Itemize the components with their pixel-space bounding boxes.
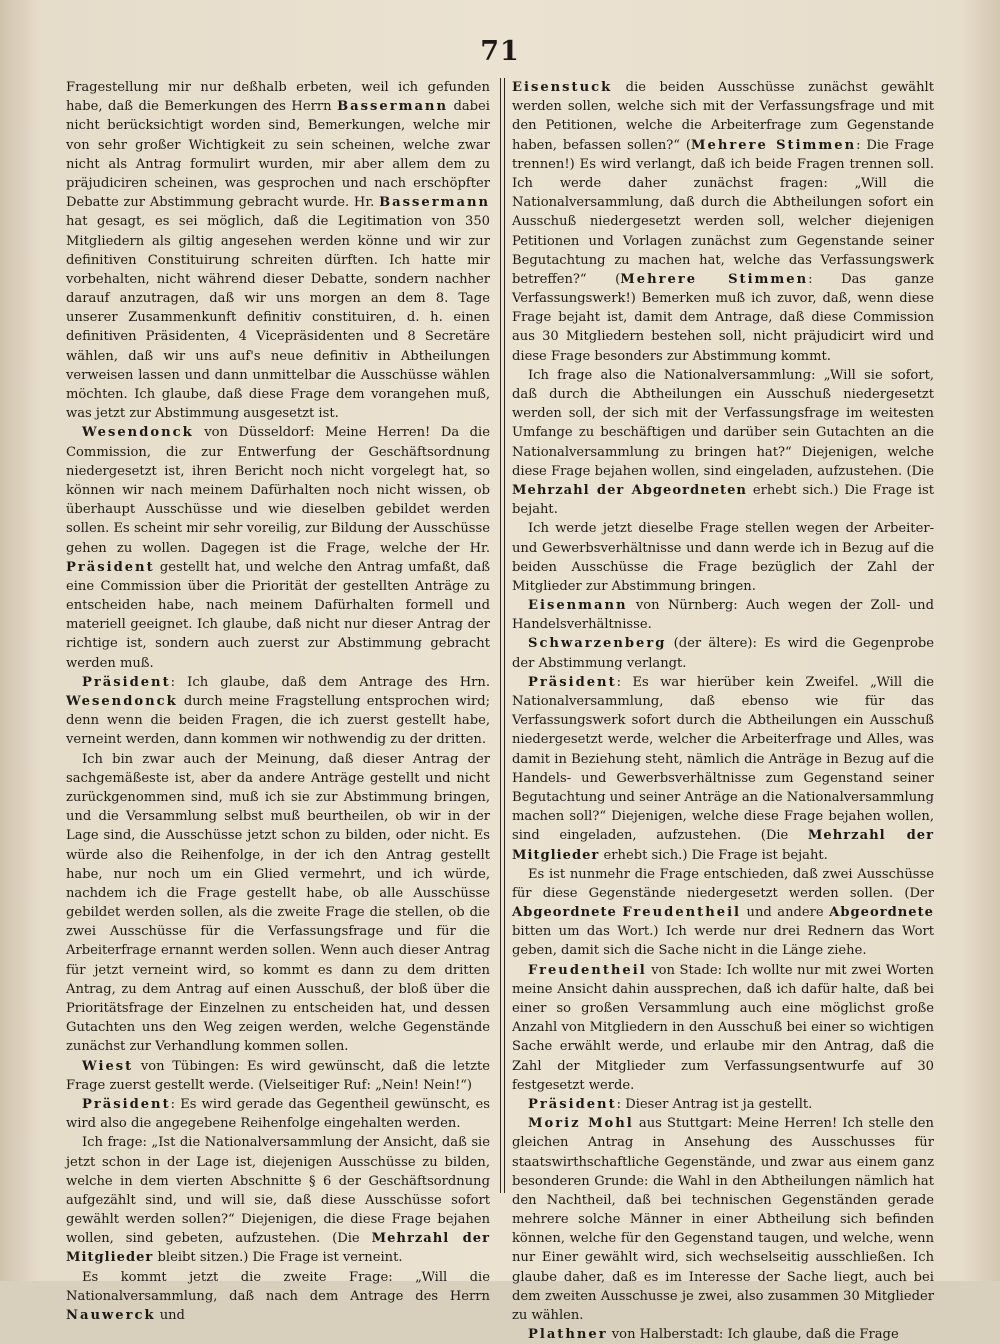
text-run: von Düsseldorf: Meine Herren! Da die Commission, die zur Entwerfung der Geschäftsordnung niedergesetzt ist, ihren Bericht noch nicht vorgelegt hat, so können wir nach meinem Dafürhalten noch nicht wissen, ob überhaupt Ausschüsse und wie dieselben gebildet werden sollen. Es scheint mir sehr voreilig, zur Bildung der Ausschüsse gehen zu wollen. Dagegen ist die Frage, welche der Hr. [66,425,490,556]
text-run: : Es war hierüber kein Zweifel. „Will die Nationalversammlung, daß ebenso wie für das Verfassungswerk sofort durch die Abtheilungen ein Ausschuß niedergesetzt werde, welcher die Arbeiterfrage und Alles, was damit in Beziehung steht, nämlich die Anträge in Bezug auf die Handels- und Gewerbsverhältnisse zum Gegenstand seiner Begutachtung und seiner Anträge an die Nationalversammlung machen soll?“ Diejenigen, welche diese Frage bejahen wollen, sind eingeladen, aufzustehen. (Die [512,674,934,844]
paragraph [66,1133,490,1267]
paragraph [66,423,490,672]
text-run: Es ist nunmehr die Frage entschieden, daß zwei Ausschüsse für diese Gegenstände niedergesetzt werden sollen. (Der [512,866,934,901]
text-run: und andere [741,905,830,921]
emphasis-text: Mehrzahl der Mitglieder [66,1231,490,1266]
text-run: : Das ganze Verfassungswerk!) Bemerken muß ich zuvor, daß, wenn diese Frage bejaht ist, damit dem Antrage, daß diese Commission aus 30 Mitgliedern bestehen soll, nicht präjudicirt wird und diese Frage besonders zur Abstimmung kommt. [512,271,934,364]
paragraph [512,673,934,865]
speaker-name: Wesendonck [66,694,178,709]
text-run: von Tübingen: Es wird gewünscht, daß die letzte Frage zuerst gestellt werde. (Vielseitiger Ruf: „Nein! Nein!“) [66,1058,490,1093]
paragraph [512,78,934,366]
paragraph [66,673,490,750]
paragraph [512,1095,934,1114]
paragraph [66,1268,490,1326]
speaker-name: Eisenmann [528,598,628,614]
speaker-name: Präsident [82,1096,171,1112]
speaker-name: Moriz Mohl [528,1116,634,1132]
paragraph [512,596,934,634]
emphasis-text: Mehrzahl der Mitglieder [512,828,934,863]
text-run: erhebt sich.) Die Frage ist bejaht. [512,482,934,518]
paragraph [512,519,934,596]
speaker-name: Bassermann [379,195,490,211]
speaker-name: Präsident [82,674,171,690]
text-run: von Stade: Ich wollte nur mit zwei Worten meine Ansicht dahin aussprechen, daß ich dafür halte, daß bei einer so großen Versammlung auch eine möglichst große Anzahl von Mitgliedern in den Ausschuß bei einer so wichtigen Sache erwählt werde, und erlaube mir den Antrag, daß die Zahl der Mitglieder zum Verfassungsentwurfe auf 30 festgesetzt werde. [512,962,934,1093]
text-run: : Es wird gerade das Gegentheil gewünscht, es wird also die angegebene Reihenfolge eingehalten werden. [66,1096,490,1132]
text-run: gestellt hat, und welche den Antrag umfaßt, daß eine Commission über die Priorität der gestellten Anträge zu entscheiden habe, nach meinem Dafürhalten formell und materiell geeignet. Ich glaube, daß nicht nur dieser Antrag der richtige ist, sondern auch zuerst zur Abstimmung gebracht werden muß. [66,559,490,671]
paragraph [512,1325,934,1344]
text-run: Ich bin zwar auch der Meinung, daß dieser Antrag der sachgemäßeste ist, aber da andere Anträge gestellt und nicht zurückgenommen sind, muß ich sie zur Abstimmung bringen, und die Versammlung selbst muß beurtheilen, ob wir in der Lage sind, die Ausschüsse jetzt schon zu bilden, oder nicht. Es würde also die Reihenfolge, in der ich den Antrag gestellt habe, nur noch um ein Glied vermehrt, und ich würde, nachdem ich die Frage gestellt habe, ob alle Ausschüsse gebildet werden sollen, als die zweite Frage die stellen, ob die zwei Ausschüsse für die Verfassungsfrage und für die Arbeiterfrage ernannt werden sollen. Wenn auch dieser Antrag für jetzt verneint wird, so kommt es dann zu dem dritten Antrag, zu dem Antrag auf einen Ausschuß, der bloß über die Prioritätsfrage der Einzelnen zu entscheiden hat, und dessen Gutachten uns den Weg zeigen werden, welche Gegenstände zunächst zur Verhandlung kommen sollen. [66,751,490,1055]
text-run: die beiden Ausschüsse zunächst gewählt werden sollen, welche sich mit der Verfassungsfrage und mit den Petitionen, welche die Arbeiterfrage zum Gegenstande haben, befassen sollen?“ ( [512,80,934,153]
speaker-name: Eisenstuck [512,80,613,95]
emphasis-text: Abgeordnete [829,905,934,921]
page-number: 71 [480,36,520,67]
speaker-name: Mehrere Stimmen [691,137,857,153]
text-run: von Nürnberg: Auch wegen der Zoll- und Handelsverhältnisse. [512,598,934,633]
text-run: Fragestellung mir nur deßhalb erbeten, weil ich gefunden habe, daß die Bemerkungen des Herrn [66,80,490,115]
speaker-name: Präsident [528,1096,617,1112]
emphasis-text: Abgeordnete [512,905,617,921]
text-run: : Die Frage trennen!) Es wird verlangt, daß ich beide Fragen trennen soll. Ich werde daher zunächst fragen: „Will die Nationalversammlung, daß durch die Abtheilungen sofort ein Ausschuß niedergesetzt werden soll, welcher diejenigen Petitionen und Vorlagen zunächst zum Gegenstande seiner Begutachtung zu machen hat, welche das Verfassungswerk betreffen?“ ( [512,137,935,287]
text-run: aus Stuttgart: Meine Herren! Ich stelle den gleichen Antrag in Ansehung des Ausschusses für staatswirthschaftliche Gegenstände, und zwar aus einem ganz besonderen Grunde: die Wahl in den Abtheilungen nämlich hat den Nachtheil, daß bei technischen Gegenständen gerade mehrere solche Männer in einer Abtheilung sich befinden können, welche für den Gegenstand taugen, und welche, wenn nur Einer gewählt wird, sich wechselseitig ausschließen. Ich glaube daher, daß es im Interesse der Sache liegt, auch bei dem zweiten Ausschusse je zwei, also zusammen 30 Mitglieder zu wählen. [512,1116,934,1323]
text-run: durch meine Fragstellung entsprochen wird; denn wenn die beiden Fragen, die ich zuerst gestellt habe, verneint werden, dann kommen wir nothwendig zu der dritten. [66,694,490,748]
text-run: Ich werde jetzt dieselbe Frage stellen wegen der Arbeiter- und Gewerbsverhältnisse und dann werde ich in Bezug auf die beiden Ausschüsse die Frage bezüglich der Zahl der Mitglieder zur Abstimmung bringen. [512,521,934,594]
paragraph [66,1057,490,1095]
paragraph [512,1114,934,1325]
left-column [66,78,490,1323]
text-run: Es kommt jetzt die zweite Frage: „Will die Nationalversammlung, daß nach dem Antrage des Herrn [66,1269,490,1304]
speaker-name: Wiest [82,1058,134,1074]
text-run: (der ältere): Es wird die Gegenprobe der Abstimmung verlangt. [512,636,934,671]
speaker-name: Nauwerck [66,1308,156,1323]
speaker-name: Mehrere Stimmen [620,271,809,287]
paragraph [66,78,490,423]
paragraph [66,1095,490,1133]
speaker-name: Plathner [528,1327,608,1343]
text-run: erhebt sich.) Die Frage ist bejaht. [599,847,828,863]
emphasis-text: Mehrzahl der Abgeordneten [512,482,747,498]
speaker-name: Präsident [528,674,617,690]
text-run: bleibt sitzen.) Die Frage ist verneint. [153,1250,403,1266]
speaker-name: Schwarzenberg [528,636,667,652]
column-divider [500,78,505,1193]
text-run: : Dieser Antrag ist ja gestellt. [616,1096,813,1112]
speaker-name: Präsident [66,559,155,575]
text-run: : Ich glaube, daß dem Antrage des Hrn. [170,674,490,690]
text-run: und [155,1308,185,1323]
paragraph [66,750,490,1057]
paragraph [512,366,934,520]
text-run: bitten um das Wort.) Ich werde nur drei Rednern das Wort geben, damit sich die Sache nicht in die Länge ziehe. [512,924,934,959]
speaker-name: Wesendonck [82,425,194,441]
paragraph [512,634,934,672]
right-column [512,78,935,1343]
text-run: Ich frage: „Ist die Nationalversammlung der Ansicht, daß sie jetzt schon in der Lage ist, diejenigen Ausschüsse zu bilden, welche in dem vierten Abschnitte § 6 der Geschäftsordnung aufgezählt sind, und will sie, daß diese Ausschüsse sofort gewählt werden sollen?“ Diejenigen, die diese Frage bejahen wollen, sind gebeten, aufzustehen. (Die [66,1135,490,1247]
speaker-name: Freudentheil [528,962,647,978]
paragraph [512,865,934,961]
speaker-name: Bassermann [337,99,448,115]
text-run: dabei nicht berücksichtigt worden sind, Bemerkungen, welche mir von sehr großer Wichtigkeit zu sein scheinen, welche zwar nicht als Antrag formulirt wurden, mir aber allem dem zu präjudiciren scheinen, was gesprochen und nach erschöpfter Debatte zur Abstimmung gebracht wurde. Hr. [66,99,490,211]
paragraph [512,961,934,1095]
text-run: Ich frage also die Nationalversammlung: „Will sie sofort, daß durch die Abtheilungen ein Ausschuß niedergesetzt werden soll, der sich mit der Verfassungsfrage im weitesten Umfange zu beschäftigen und darüber sein Gutachten an die Nationalversammlung zu bringen hat?“ Diejenigen, welche diese Frage bejahen wollen, sind eingeladen, aufzustehen. (Die [512,367,934,479]
text-run: von Halberstadt: Ich glaube, daß die Frage [607,1327,899,1343]
text-run: hat gesagt, es sei möglich, daß die Legitimation von 350 Mitgliedern als giltig angesehen werden könne und wir zur definitiven Constituirung schreiten dürften. Ich hatte mir vorbehalten, nicht während dieser Debatte, sondern nachher darauf anzutragen, daß wir uns morgen an dem 8. Tage unserer Zusammenkunft definitiv constituiren, d. h. einen definitiven Präsidenten, 4 Vicepräsidenten und 8 Secretäre wählen, daß wir uns auf's neue definitiv in Abtheilungen verweisen lassen und dann unmittelbar die Ausschüsse wählen möchten. Ich glaube, daß diese Frage dem vorangehen muß, was jetzt zur Abstimmung ausgesetzt ist. [66,214,490,422]
speaker-name: Freudentheil [622,905,742,921]
